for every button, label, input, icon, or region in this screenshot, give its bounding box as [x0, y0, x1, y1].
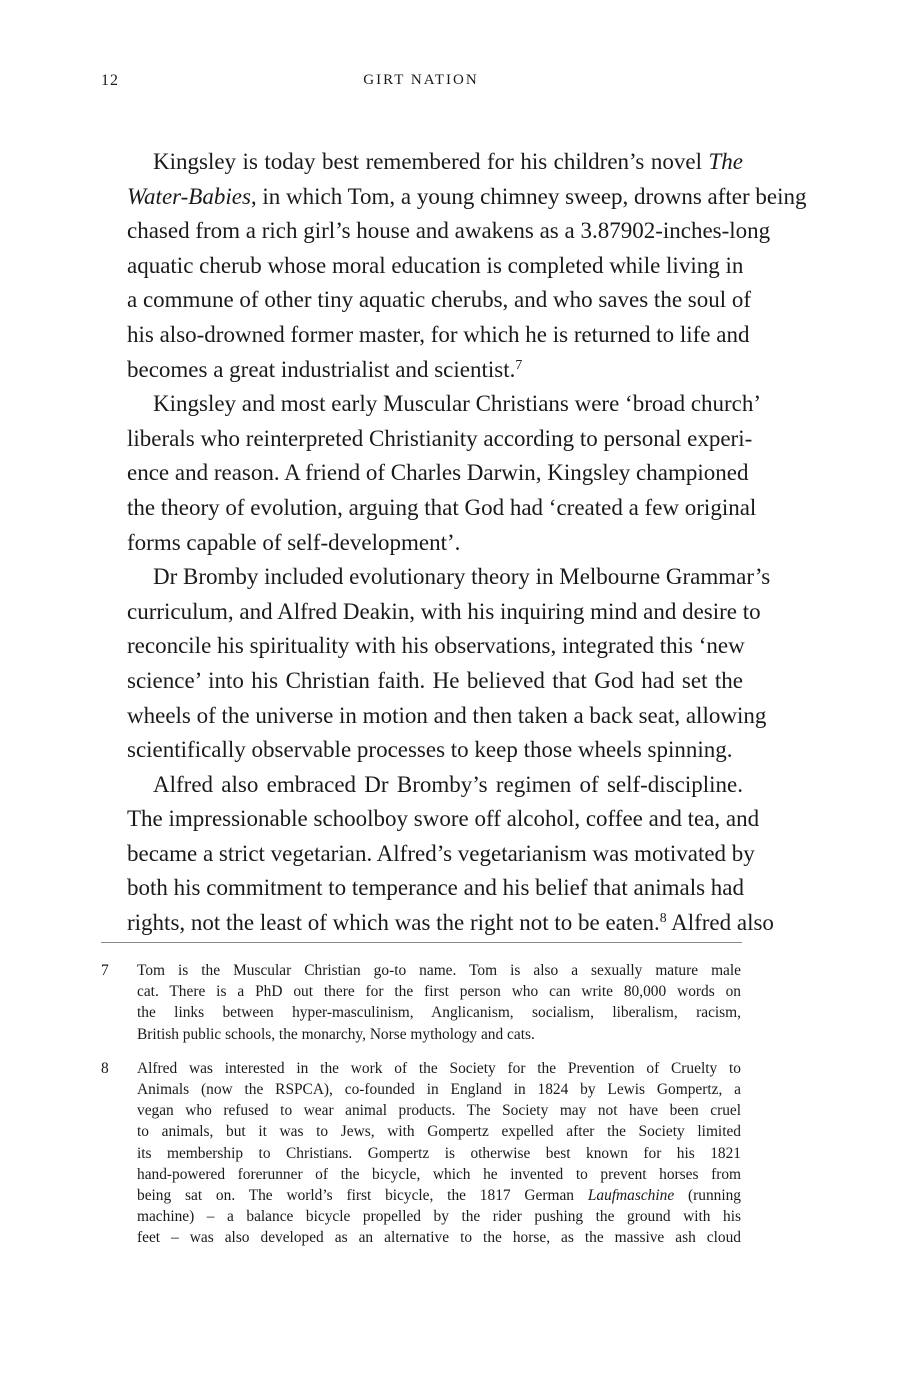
footnotes [101, 960, 741, 1262]
text-line: both his commitment to temperance and his belief that animals had [127, 875, 745, 901]
main-text [101, 145, 807, 941]
italic-title: The [708, 149, 743, 174]
text-line: aquatic cherub whose moral education is completed while living in [127, 252, 744, 278]
footnote-line: Tom is the Muscular Christian go-to name. Tom is also a sexually mature male [137, 962, 741, 979]
text-line [101, 353, 743, 388]
footnote-line: Alfred was interested in the work of the Society for the Prevention of Cruelty to [137, 1059, 741, 1077]
italic-title: Laufmaschine [587, 1187, 675, 1205]
italic-title: Water-Babies [127, 183, 251, 209]
page-number: 12 [101, 72, 119, 89]
footnote-number: 7 [101, 962, 109, 979]
paragraph [101, 145, 807, 387]
footnote-ref[interactable]: 8 [659, 910, 667, 926]
footnote-line: its membership to Christians. Gompertz is otherwise best known for his 1821 [137, 1144, 741, 1162]
text-line: Alfred also embraced Dr Bromby’s regimen of self-discipline. [153, 771, 743, 797]
text-line: chased from a rich girl’s house and awakens as a 3.87902-inches-long [127, 218, 771, 244]
running-head: GIRT NATION [363, 72, 479, 88]
text-line: a commune of other tiny aquatic cherubs, and who saves the soul of [127, 287, 752, 313]
footnote-7 [101, 960, 741, 1045]
text-run: becomes a great industrialist and scientist. [127, 356, 516, 382]
text-line: the theory of evolution, arguing that God had ‘created a few original [127, 494, 757, 520]
footnote-line: feet – was also developed as an alternative to the horse, as the massive ash cloud [137, 1229, 741, 1247]
text-line: liberals who reinterpreted Christianity according to personal experi- [127, 425, 753, 451]
footnote-line: vegan who refused to wear animal products. The Society may not have been cruel [137, 1102, 741, 1120]
text-run: Alfred also [666, 910, 774, 936]
text-line: Kingsley and most early Muscular Christians were ‘broad church’ [153, 391, 762, 417]
text-line: his also-drowned former master, for which he is returned to life and [127, 321, 750, 347]
text-line: The impressionable schoolboy swore off alcohol, coffee and tea, and [127, 806, 760, 832]
footnote-line: being sat on. The world’s first bicycle, the 1817 German Laufmaschine (running [137, 1187, 741, 1205]
page-header [101, 72, 741, 96]
text-line: Dr Bromby included evolutionary theory in Melbourne Grammar’s [153, 564, 771, 590]
footnote-8 [101, 1058, 741, 1249]
footnote-number: 8 [101, 1059, 109, 1077]
footnote-line: the links between hyper-masculinism, Anglicanism, socialism, liberalism, racism, [137, 1004, 741, 1022]
footnote-line: to animals, but it was to Jews, with Gompertz expelled after the Society limited [137, 1123, 741, 1141]
text-line: curriculum, and Alfred Deakin, with his inquiring mind and desire to [127, 598, 761, 624]
text-line: reconcile his spirituality with his observations, integrated this ‘new [127, 633, 745, 659]
footnote-ref[interactable]: 7 [515, 356, 523, 372]
paragraph [101, 768, 774, 941]
footnote-divider [101, 942, 742, 943]
paragraph [101, 387, 762, 560]
text-line: wheels of the universe in motion and then taken a back seat, allowing [127, 702, 767, 728]
text-line: science’ into his Christian faith. He believed that God had set the [127, 667, 743, 693]
text-run: rights, not the least of which was the right not to be eaten. [127, 910, 660, 936]
text-line [101, 906, 774, 941]
text-line: Kingsley is today best remembered for his children’s novel The [153, 149, 743, 174]
footnote-line: British public schools, the monarchy, Norse mythology and cats. [137, 1025, 535, 1043]
paragraph [101, 560, 771, 768]
text-line: Water-Babies, in which Tom, a young chimney sweep, drowns after being [127, 183, 807, 209]
footnote-line: hand-powered forerunner of the bicycle, which he invented to prevent horses from [137, 1165, 741, 1183]
footnote-line: cat. There is a PhD out there for the first person who can write 80,000 words on [137, 983, 741, 1001]
text-line: scientifically observable processes to keep those wheels spinning. [127, 737, 733, 763]
text-line: forms capable of self-development’. [127, 529, 461, 555]
text-line: became a strict vegetarian. Alfred’s vegetarianism was motivated by [127, 840, 755, 866]
footnote-line: machine) – a balance bicycle propelled by the rider pushing the ground with his [137, 1208, 741, 1226]
text-line: ence and reason. A friend of Charles Darwin, Kingsley championed [127, 460, 749, 486]
footnote-line: Animals (now the RSPCA), co-founded in England in 1824 by Lewis Gompertz, a [137, 1081, 741, 1099]
